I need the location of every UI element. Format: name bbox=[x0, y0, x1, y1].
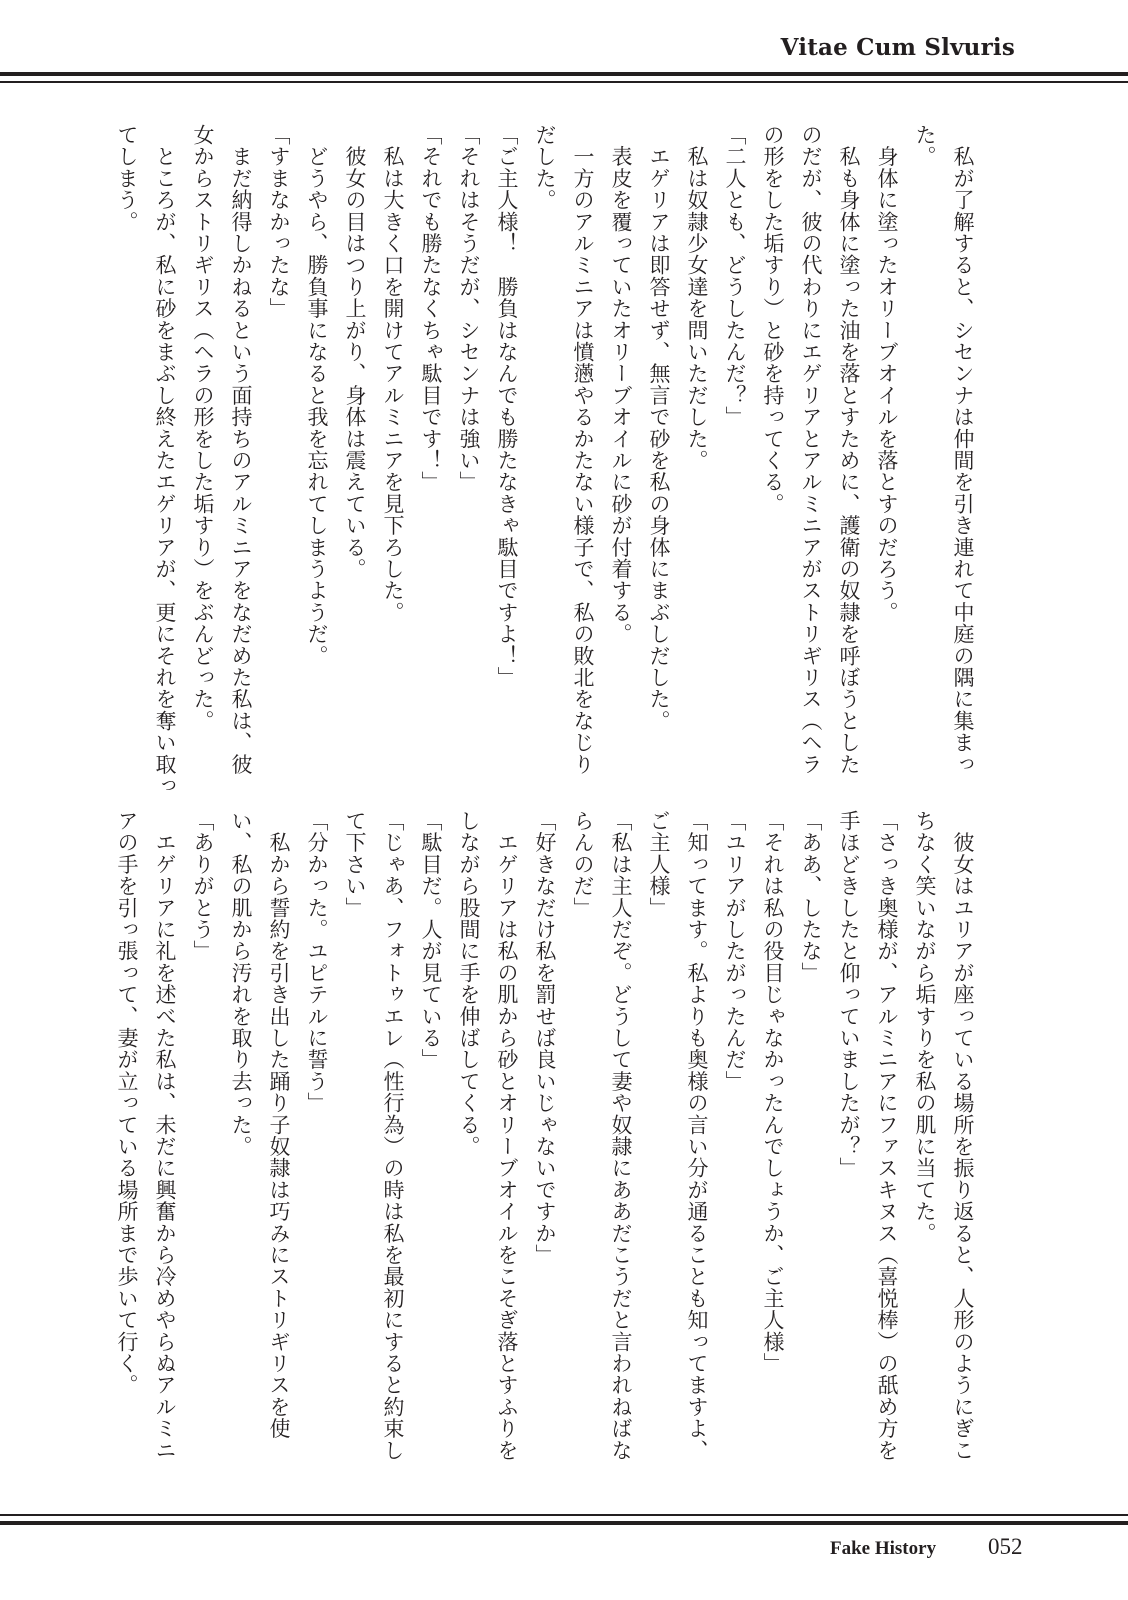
text-column: 「じゃあ、フォトゥエレ（性行為）の時は私を最初にすると約束し bbox=[381, 810, 405, 1462]
footer-rule-thin bbox=[0, 1514, 1128, 1516]
text-column: 「分かった。ユピテルに誓う」 bbox=[305, 810, 329, 1114]
text-column: 女からストリギリス（ヘラの形をした垢すり）をぶんどった。 bbox=[191, 124, 215, 732]
text-column: のだが、彼の代わりにエゲリアとアルミニアがストリギリス（ヘラ bbox=[799, 124, 823, 775]
page-number: 052 bbox=[988, 1534, 1023, 1559]
footer-book-title: Fake History bbox=[830, 1538, 937, 1559]
text-column: しながら股間に手を伸ばしてくる。 bbox=[457, 810, 481, 1158]
text-column: 「好きなだけ私を罰せば良いじゃないですか」 bbox=[533, 810, 557, 1266]
text-column: 「それは私の役目じゃなかったんでしょうか、ご主人様」 bbox=[761, 810, 785, 1375]
text-column: 「私は主人だぞ。どうして妻や奴隷にああだこうだと言われねばな bbox=[609, 810, 633, 1461]
text-column: ところが、私に砂をまぶし終えたエゲリアが、更にそれを奪い取っ bbox=[153, 124, 177, 797]
text-column: 「それはそうだが、シセンナは強い」 bbox=[457, 124, 481, 493]
text-column: 彼女の目はつり上がり、身体は震えている。 bbox=[343, 124, 367, 580]
text-column: どうやら、勝負事になると我を忘れてしまうようだ。 bbox=[305, 124, 329, 667]
text-column: エゲリアに礼を述べた私は、未だに興奮から冷めやらぬアルミニ bbox=[153, 810, 177, 1461]
text-column: 私も身体に塗った油を落とすために、護衛の奴隷を呼ぼうとした bbox=[837, 124, 861, 775]
text-column: た。 bbox=[913, 124, 937, 168]
text-column: だした。 bbox=[533, 124, 557, 211]
text-column: 「知ってます。私よりも奥様の言い分が通ることも知ってますよ、 bbox=[685, 810, 709, 1461]
text-column: 身体に塗ったオリーブオイルを落とすのだろう。 bbox=[875, 124, 899, 624]
text-column: ご主人様」 bbox=[647, 810, 671, 919]
text-column: らんのだ」 bbox=[571, 810, 595, 919]
text-column: まだ納得しかねるという面持ちのアルミニアをなだめた私は、彼 bbox=[229, 124, 253, 775]
header-rule-thin bbox=[0, 81, 1128, 83]
text-column: 表皮を覆っていたオリーブオイルに砂が付着する。 bbox=[609, 124, 633, 645]
text-block-top bbox=[108, 124, 982, 797]
text-column: 一方のアルミニアは憤懣やるかたない様子で、私の敗北をなじり bbox=[571, 124, 595, 775]
text-column: 「ああ、したな」 bbox=[799, 810, 823, 984]
text-column: アの手を引っ張って、妻が立っている場所まで歩いて行く。 bbox=[115, 810, 139, 1396]
text-column: て下さい」 bbox=[343, 810, 367, 919]
text-column: 「二人とも、どうしたんだ？」 bbox=[723, 124, 747, 428]
text-column: 彼女はユリアが座っている場所を振り返ると、人形のようにぎこ bbox=[951, 810, 975, 1461]
text-column: 「駄目だ。人が見ている」 bbox=[419, 810, 443, 1071]
text-column: 「ご主人様！ 勝負はなんでも勝たなきゃ駄目ですよ！」 bbox=[495, 124, 519, 689]
footer-rule-thick bbox=[0, 1521, 1128, 1525]
text-column: 私が了解すると、シセンナは仲間を引き連れて中庭の隅に集まっ bbox=[951, 124, 975, 775]
text-column: 「ありがとう」 bbox=[191, 810, 215, 962]
text-column: エゲリアは即答せず、無言で砂を私の身体にまぶしだした。 bbox=[647, 124, 671, 732]
text-column: 「さっき奥様が、アルミニアにファスキヌス（喜悦棒）の舐め方を bbox=[875, 810, 899, 1461]
header-rule-thick bbox=[0, 72, 1128, 76]
text-column: 「すまなかったな」 bbox=[267, 124, 291, 320]
text-column: 手ほどきしたと仰っていましたが？」 bbox=[837, 810, 861, 1179]
text-column: 私は奴隷少女達を問いただした。 bbox=[685, 124, 709, 472]
text-column: 「それでも勝たなくちゃ駄目です！」 bbox=[419, 124, 443, 493]
text-column: の形をした垢すり）と砂を持ってくる。 bbox=[761, 124, 785, 515]
running-header-title: Vitae Cum Slvuris bbox=[780, 34, 1015, 61]
text-column: い、私の肌から汚れを取り去った。 bbox=[229, 810, 253, 1158]
text-column: 「ユリアがしたがったんだ」 bbox=[723, 810, 747, 1093]
text-column: 私は大きく口を開けてアルミニアを見下ろした。 bbox=[381, 124, 405, 624]
text-column: てしまう。 bbox=[115, 124, 139, 233]
text-column: 私から誓約を引き出した踊り子奴隷は巧みにストリギリスを使 bbox=[267, 810, 291, 1440]
text-column: ちなく笑いながら垢すりを私の肌に当てた。 bbox=[913, 810, 937, 1244]
text-block-bottom bbox=[108, 810, 982, 1462]
text-column: エゲリアは私の肌から砂とオリーブオイルをこそぎ落とすふりを bbox=[495, 810, 519, 1461]
